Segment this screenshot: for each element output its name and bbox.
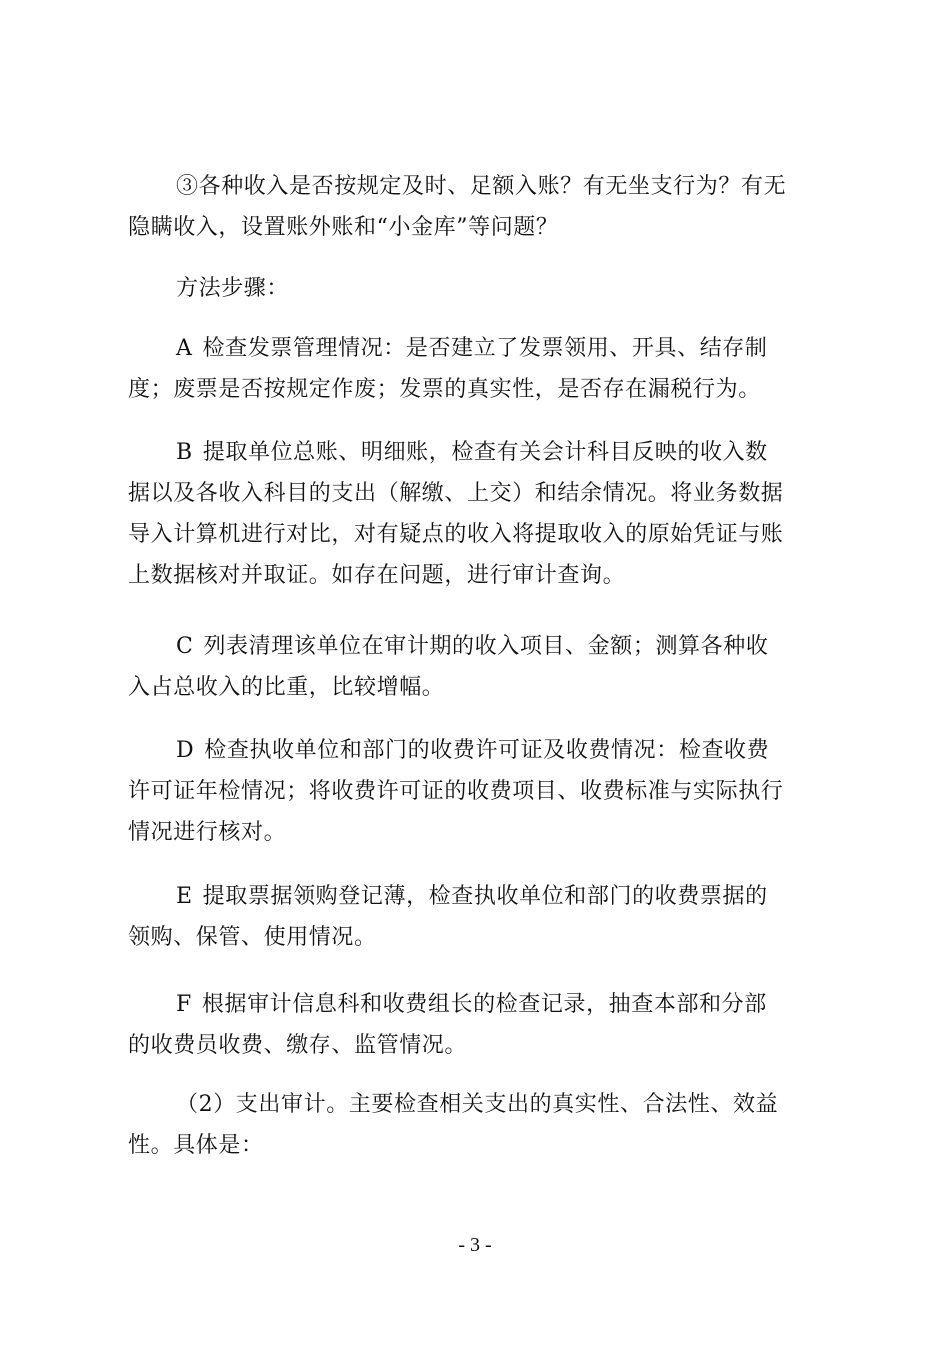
step-label: F (176, 992, 192, 1017)
paragraph-step-a (128, 328, 788, 410)
step-label: D (176, 738, 195, 763)
step-label: E (176, 884, 193, 909)
step-label: B (176, 440, 193, 465)
paragraph-step-d (128, 730, 788, 853)
paragraph-text: 检查发票管理情况：是否建立了发票领用、开具、结存制度；废票是否按规定作废；发票的真实性，是否存在漏税行为。 (128, 336, 768, 402)
paragraph-text: 提取单位总账、明细账，检查有关会计科目反映的收入数据以及各收入科目的支出（解缴、上交）和结余情况。将业务数据导入计算机进行对比，对有疑点的收入将提取收入的原始凭证与账上数据核对并取证。如存在问题，进行审计查询。 (128, 440, 784, 588)
paragraph-step-f (128, 984, 788, 1066)
paragraph-method-heading (128, 268, 788, 309)
paragraph-income-question (128, 166, 788, 248)
paragraph-text: 提取票据领购登记薄，检查执收单位和部门的收费票据的领购、保管、使用情况。 (128, 884, 768, 950)
paragraph-step-e (128, 876, 788, 958)
paragraph-step-c (128, 626, 788, 708)
step-label: A (176, 336, 193, 361)
paragraph-text: ③各种收入是否按规定及时、足额入账？有无坐支行为？有无隐瞒收入，设置账外账和“小金库”等问题？ (128, 174, 787, 240)
paragraph-step-b (128, 432, 788, 596)
paragraph-text: 根据审计信息科和收费组长的检查记录，抽查本部和分部的收费员收费、缴存、监管情况。 (128, 992, 767, 1058)
paragraph-text: 检查执收单位和部门的收费许可证及收费情况：检查收费许可证年检情况；将收费许可证的收费项目、收费标准与实际执行情况进行核对。 (128, 738, 784, 845)
step-label: C (176, 634, 194, 659)
paragraph-text: 列表清理该单位在审计期的收入项目、金额；测算各种收入占总收入的比重，比较增幅。 (128, 634, 769, 700)
paragraph-expenditure-audit (128, 1084, 788, 1166)
paragraph-text: （2）支出审计。主要检查相关支出的真实性、合法性、效益性。具体是： (128, 1092, 779, 1158)
paragraph-text: 方法步骤： (176, 276, 290, 301)
page-number: - 3 - (458, 1234, 492, 1256)
